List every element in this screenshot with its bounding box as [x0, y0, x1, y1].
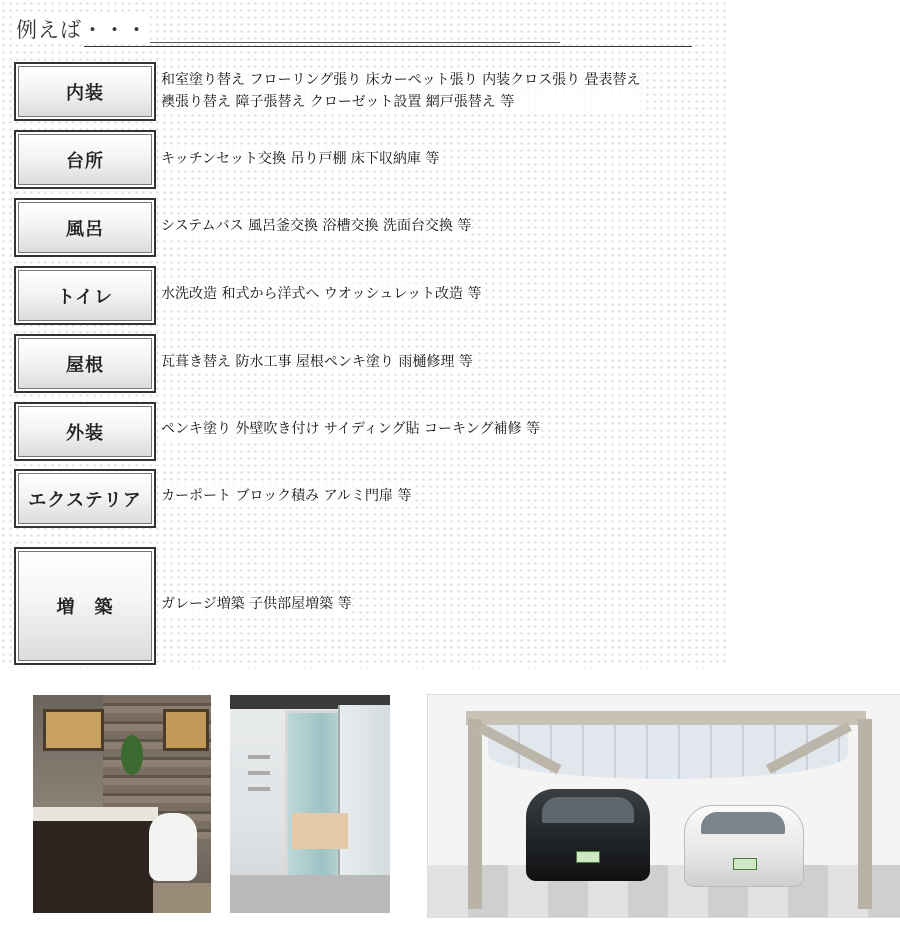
category-box-toilet: [14, 266, 156, 325]
category-box-extension: [14, 547, 156, 665]
category-box-interior: [14, 62, 156, 121]
description-line: システムバス 風呂釜交換 浴槽交換 洗面台交換 等: [161, 218, 472, 234]
category-label: トイレ: [18, 270, 152, 321]
category-box-exterior: [14, 402, 156, 461]
toilet-room-photo: [33, 695, 211, 913]
description-line: 水洗改造 和式から洋式へ ウオッシュレット改造 等: [161, 286, 482, 302]
category-description: [161, 283, 482, 305]
category-label: エクステリア: [18, 473, 152, 524]
category-label: 外装: [18, 406, 152, 457]
category-box-roof: [14, 334, 156, 393]
category-label: 屋根: [18, 338, 152, 389]
category-box-exterior-works: [14, 469, 156, 528]
description-line: キッチンセット交換 吊り戸棚 床下収納庫 等: [161, 151, 440, 167]
category-label: 内装: [18, 66, 152, 117]
category-box-kitchen: [14, 130, 156, 189]
category-description: [161, 593, 352, 615]
bathroom-photo: [230, 695, 390, 913]
category-description: [161, 485, 412, 507]
category-description: [161, 351, 473, 373]
category-description: [161, 215, 471, 237]
description-line: ガレージ増築 子供部屋増築 等: [161, 596, 352, 612]
page-heading: 例えば・・・: [14, 14, 150, 44]
description-line: 和室塗り替え フローリング張り 床カーペット張り 内装クロス張り 畳表替え: [161, 72, 641, 88]
heading-underline-short: [84, 42, 560, 43]
category-label: 増 築: [18, 551, 152, 661]
description-line: カーポート ブロック積み アルミ門扉 等: [161, 488, 412, 504]
category-label: 風呂: [18, 202, 152, 253]
carport-photo: [427, 694, 900, 918]
category-box-bath: [14, 198, 156, 257]
description-line: 瓦葺き替え 防水工事 屋根ペンキ塗り 雨樋修理 等: [161, 354, 473, 370]
category-description: [161, 418, 540, 440]
category-label: 台所: [18, 134, 152, 185]
category-description: [161, 69, 641, 113]
description-line: 襖張り替え 障子張替え クローゼット設置 網戸張替え 等: [161, 94, 515, 110]
category-description: [161, 148, 439, 170]
description-line: ペンキ塗り 外壁吹き付け サイディング貼 コーキング補修 等: [161, 421, 540, 437]
heading-underline-long: [84, 46, 692, 47]
